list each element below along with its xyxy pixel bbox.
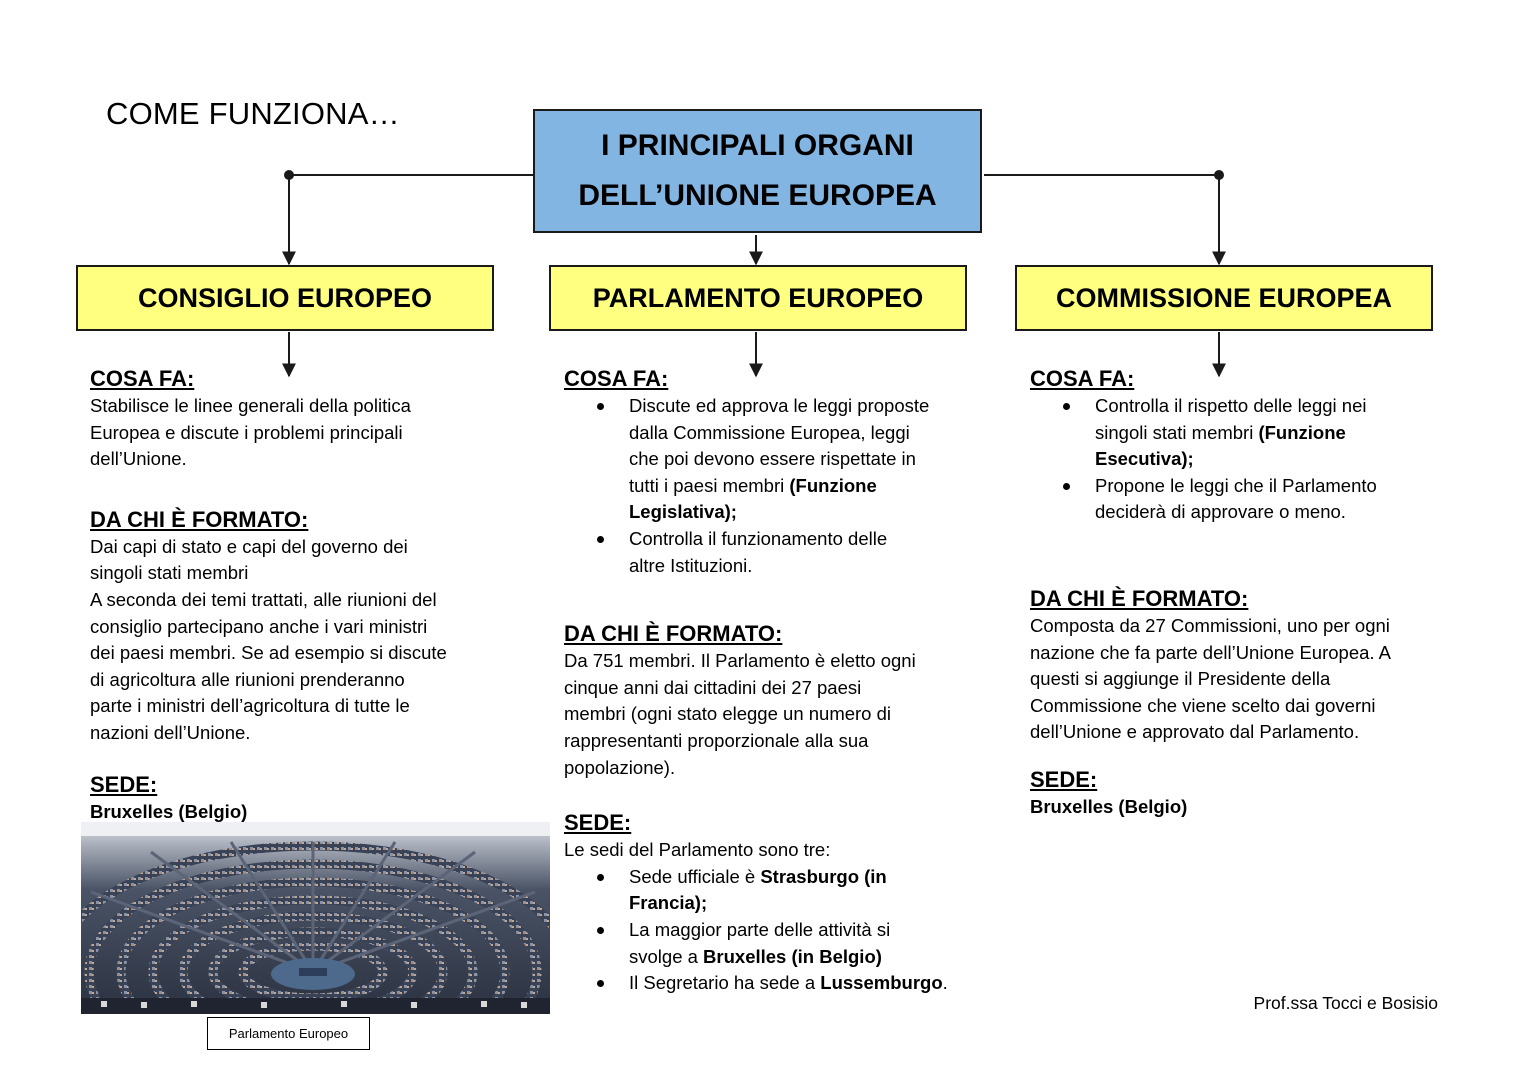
bullet-bold-text: Lussemburgo <box>820 972 943 994</box>
main-title-line2: DELL’UNIONE EUROPEA <box>578 179 937 212</box>
bullet-line: Controlla il funzionamento delle <box>629 527 888 549</box>
parlamento-cosa-fa-heading: COSA FA: <box>564 366 669 391</box>
parlamento-formato-line: popolazione). <box>564 756 676 778</box>
bullet-bold-text: (Funzione <box>789 474 877 496</box>
commissione-formato-heading: DA CHI È FORMATO: <box>1030 585 1249 611</box>
parlamento-formato-line: membri (ogni stato elegge un numero di <box>564 703 892 725</box>
bullet-line <box>1095 420 1450 447</box>
bullet-bold-line: Esecutiva); <box>1095 448 1194 470</box>
list-item <box>629 917 984 970</box>
bullet-line: Controlla il rispetto delle leggi nei <box>1095 395 1367 416</box>
bullet-line <box>629 864 984 891</box>
consiglio-formato-line: di agricoltura alle riunioni prenderanno <box>90 668 405 690</box>
bullet-text: singoli stati membri <box>1095 421 1259 443</box>
parlamento-sede-heading: SEDE: <box>564 810 632 836</box>
consiglio-formato-line: Dai capi di stato e capi del governo dei <box>90 535 408 557</box>
bullet-line: Propone le leggi che il Parlamento <box>1095 474 1377 496</box>
commissione-cosa-fa-heading: COSA FA: <box>1030 366 1135 391</box>
bullet-line <box>629 473 984 500</box>
credits: Prof.ssa Tocci e Bosisio <box>1253 993 1438 1013</box>
parlamento-box: PARLAMENTO EUROPEO <box>549 265 967 331</box>
bullet-line: altre Istituzioni. <box>629 554 753 576</box>
parlamento-column <box>564 365 984 997</box>
parlamento-formato-line: cinque anni dai cittadini dei 27 paesi <box>564 676 862 698</box>
list-item <box>629 970 984 997</box>
commissione-column <box>1030 365 1450 821</box>
consiglio-cosa-fa-line: Europea e discute i problemi principali <box>90 421 403 443</box>
bullet-bold-line: Francia); <box>629 892 708 914</box>
consiglio-sede-heading: SEDE: <box>90 771 158 797</box>
list-item <box>629 526 984 579</box>
bullet-line: dalla Commissione Europea, leggi <box>629 421 910 443</box>
junction-dot-left <box>284 170 294 180</box>
commissione-formato-line: nazione che fa parte dell’Unione Europea. A <box>1030 641 1392 663</box>
consiglio-box: CONSIGLIO EUROPEO <box>76 265 494 331</box>
commissione-sede-value: Bruxelles (Belgio) <box>1030 795 1188 817</box>
bullet-line <box>629 944 984 971</box>
parlamento-cosa-fa-list <box>564 393 984 579</box>
commissione-sede-heading: SEDE: <box>1030 766 1098 792</box>
bullet-line <box>629 970 984 997</box>
consiglio-formato-heading: DA CHI È FORMATO: <box>90 506 309 532</box>
bullet-text: tutti i paesi membri <box>629 474 790 496</box>
parlamento-sede-intro: Le sedi del Parlamento sono tre: <box>564 839 831 861</box>
photo-caption: Parlamento Europeo <box>207 1017 370 1050</box>
parliament-hemicycle-image <box>81 822 550 1014</box>
bullet-line: deciderà di approvare o meno. <box>1095 501 1346 523</box>
consiglio-cosa-fa-heading: COSA FA: <box>90 366 195 391</box>
consiglio-formato-line: A seconda dei temi trattati, alle riunioni del <box>90 588 437 610</box>
bullet-text: . <box>942 972 948 994</box>
list-item <box>629 864 984 917</box>
commissione-box: COMMISSIONE EUROPEA <box>1015 265 1433 331</box>
parlamento-formato-heading: DA CHI È FORMATO: <box>564 621 783 647</box>
bullet-text: svolge a <box>629 945 704 967</box>
main-title-box <box>533 109 982 233</box>
bullet-text: Il Segretario ha sede a <box>629 972 821 994</box>
bullet-text: Sede ufficiale è <box>629 865 761 887</box>
consiglio-formato-line: consiglio partecipano anche i vari ministri <box>90 615 428 637</box>
commissione-formato-line: questi si aggiunge il Presidente della <box>1030 668 1331 690</box>
consiglio-cosa-fa-line: dell’Unione. <box>90 448 187 470</box>
bullet-bold-text: Strasburgo (in <box>760 865 887 887</box>
consiglio-formato-line: nazioni dell’Unione. <box>90 721 251 743</box>
commissione-cosa-fa-list <box>1030 393 1450 526</box>
parlamento-sede-list <box>564 864 984 997</box>
bullet-line: che poi devono essere rispettate in <box>629 448 916 470</box>
parliament-photo <box>81 822 550 1014</box>
list-item <box>629 393 984 526</box>
consiglio-formato-line: dei paesi membri. Se ad esempio si discute <box>90 642 447 664</box>
intro-heading: COME FUNZIONA… <box>106 96 400 131</box>
bullet-line: Discute ed approva le leggi proposte <box>629 395 930 416</box>
consiglio-column <box>90 365 510 825</box>
bullet-bold-line: Legislativa); <box>629 501 737 523</box>
consiglio-sede-value: Bruxelles (Belgio) <box>90 800 248 822</box>
consiglio-formato-line: singoli stati membri <box>90 562 249 584</box>
bullet-bold-text: (Funzione <box>1258 421 1346 443</box>
bullet-bold-text: Bruxelles (in Belgio) <box>703 945 882 967</box>
parlamento-formato-line: Da 751 membri. Il Parlamento è eletto ogni <box>564 650 916 672</box>
main-title-line1: I PRINCIPALI ORGANI <box>601 129 914 162</box>
list-item <box>1095 393 1450 473</box>
commissione-formato-line: dell’Unione e approvato dal Parlamento. <box>1030 721 1360 743</box>
junction-dot-right <box>1214 170 1224 180</box>
consiglio-formato-line: parte i ministri dell’agricoltura di tutte le <box>90 695 410 717</box>
parlamento-formato-line: rappresentanti proporzionale alla sua <box>564 729 869 751</box>
consiglio-cosa-fa-line: Stabilisce le linee generali della politica <box>90 395 411 416</box>
commissione-formato-line: Composta da 27 Commissioni, uno per ogni <box>1030 614 1390 636</box>
bullet-line: La maggior parte delle attività si <box>629 918 891 940</box>
commissione-formato-line: Commissione che viene scelto dai governi <box>1030 694 1376 716</box>
list-item <box>1095 473 1450 526</box>
